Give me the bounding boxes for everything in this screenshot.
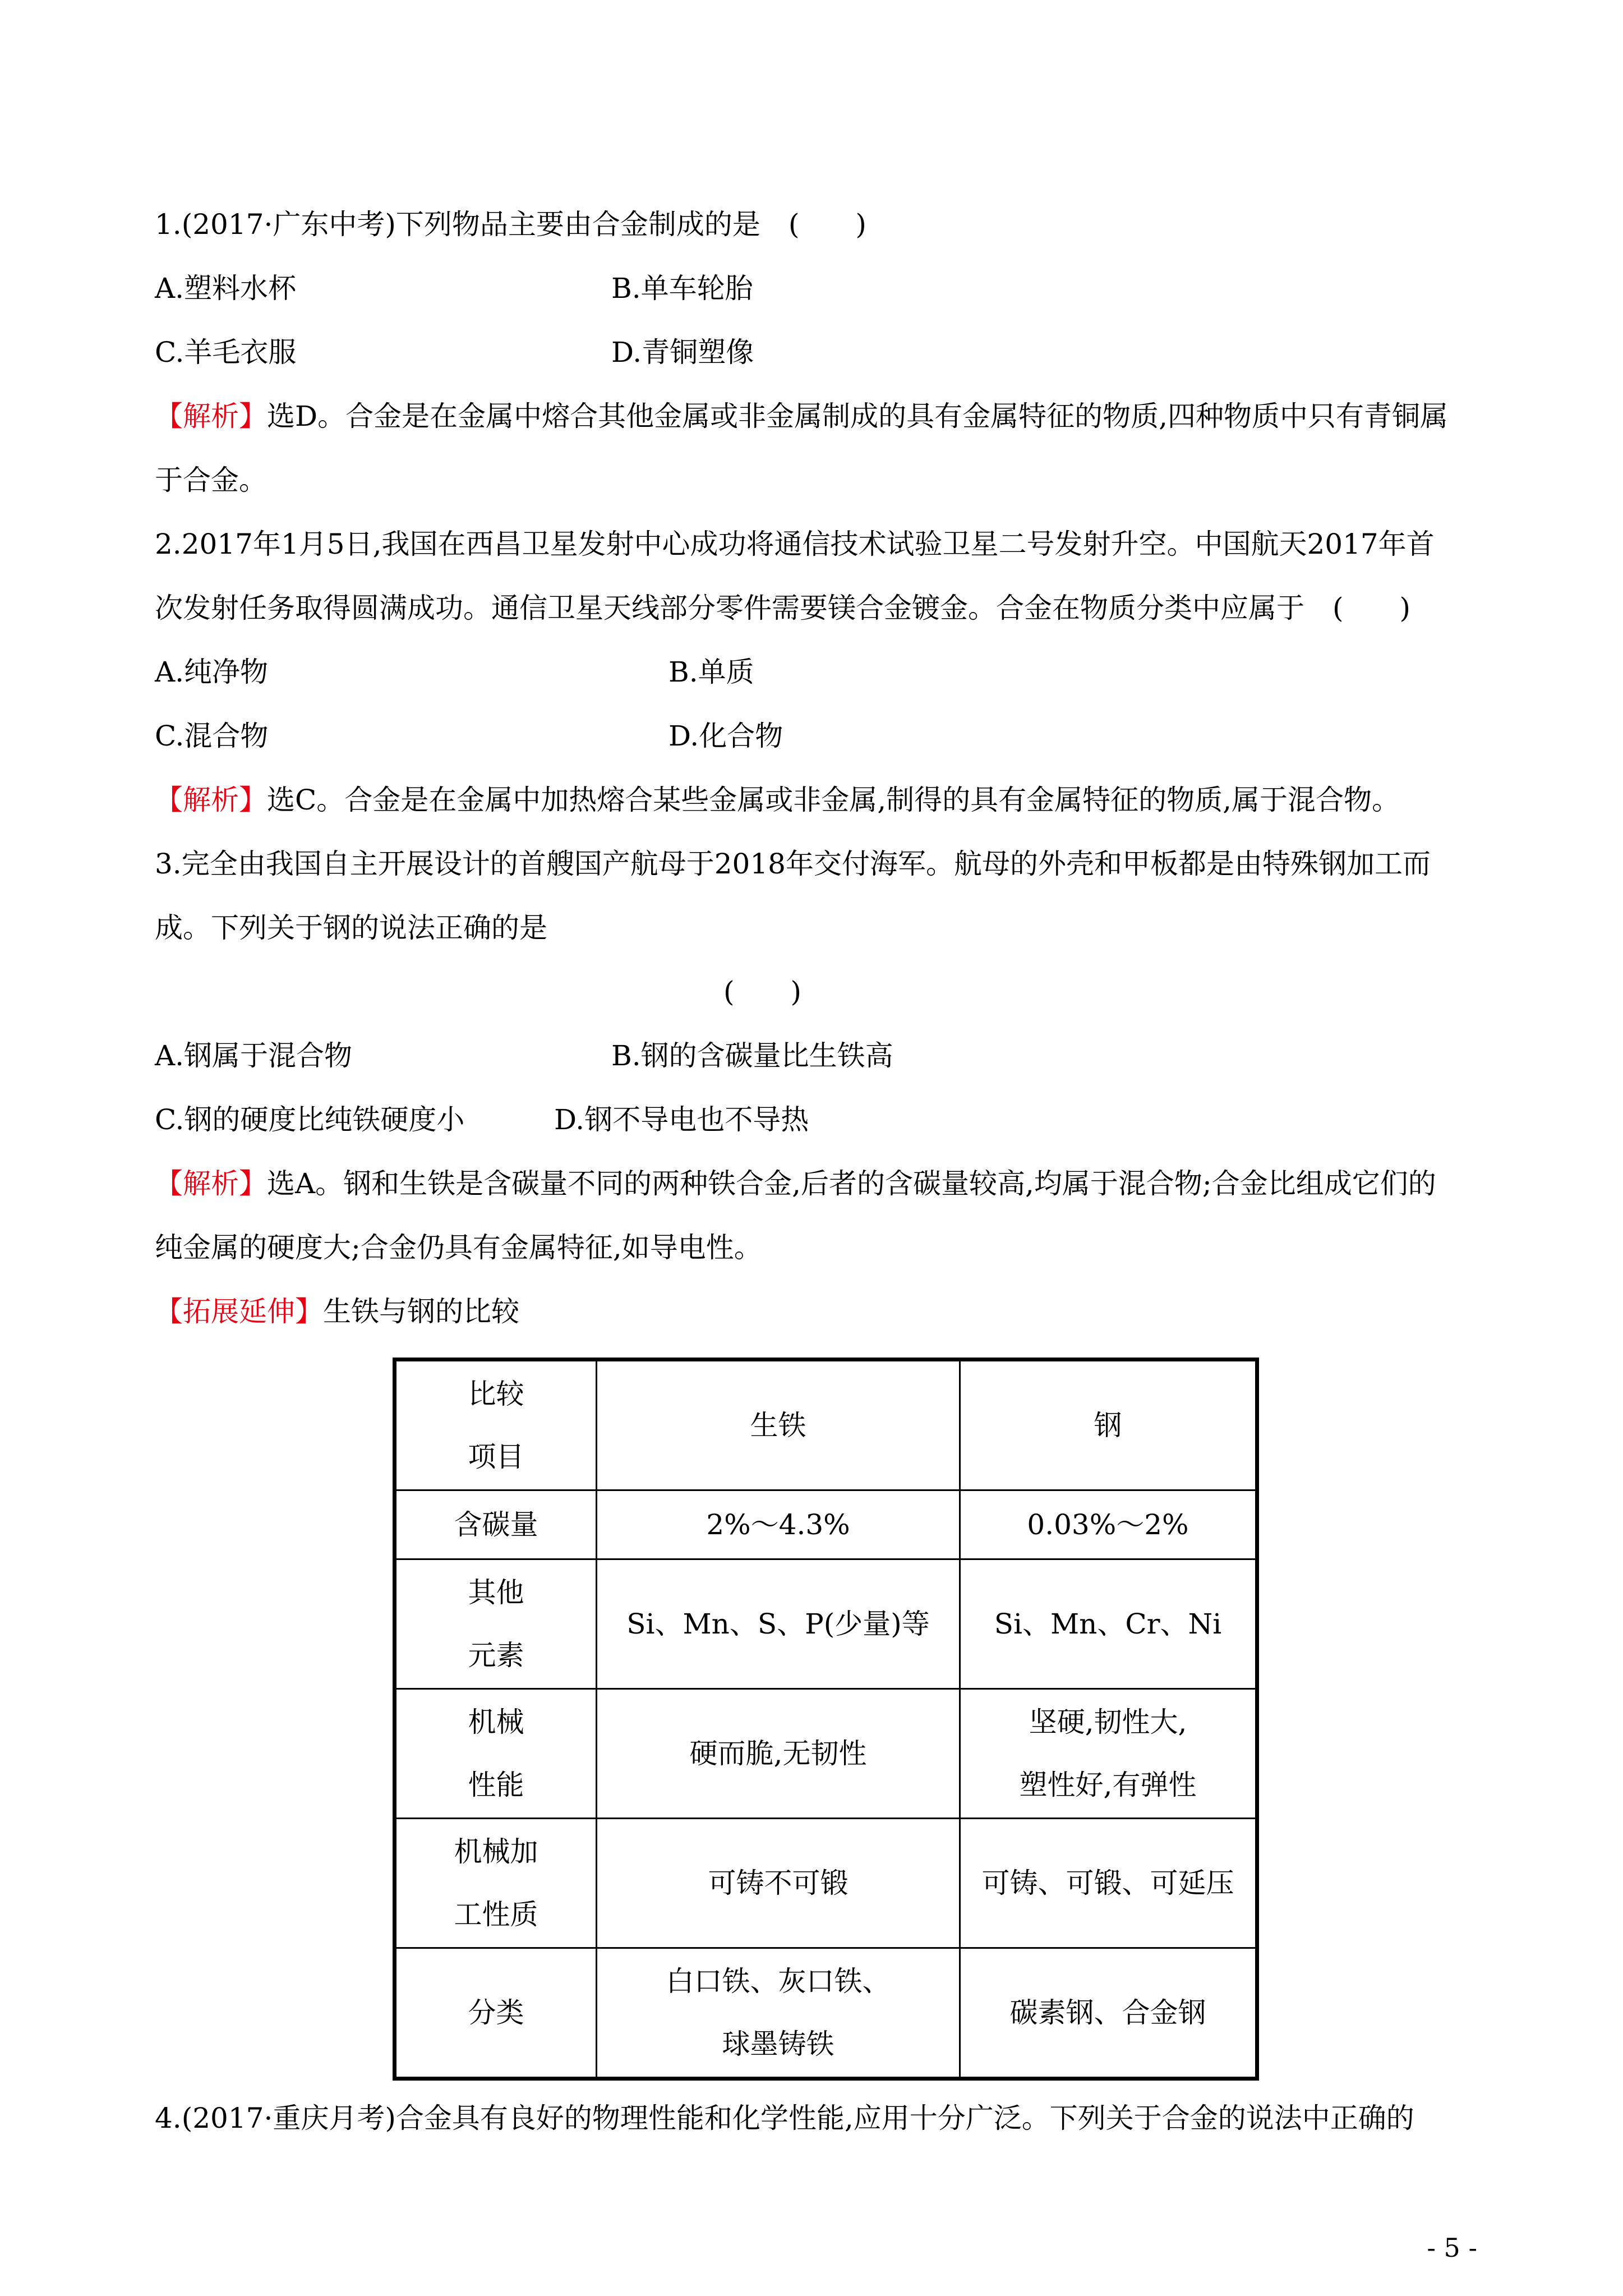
analysis-text: 选D。合金是在金属中熔合其他金属或非金属制成的具有金属特征的物质,四种物质中只有青铜属 — [267, 400, 1448, 432]
q1-stem: 1.(2017·广东中考)下列物品主要由合金制成的是 ( ) — [155, 208, 866, 241]
extend-title: 生铁与钢的比较 — [323, 1295, 519, 1328]
table-cell: 比较 项目 — [395, 1360, 597, 1490]
table-cell: 可铸不可锻 — [597, 1819, 960, 1948]
q3-extend — [155, 1295, 519, 1328]
q2-option-a: A.纯净物 — [155, 656, 269, 688]
q3-stem-line1: 3.完全由我国自主开展设计的首艘国产航母于2018年交付海军。航母的外壳和甲板都是由特殊钢加工而 — [155, 848, 1431, 880]
table-cell: 钢 — [960, 1360, 1257, 1490]
table-cell: 硬而脆,无韧性 — [597, 1689, 960, 1819]
q4-stem-line1: 4.(2017·重庆月考)合金具有良好的物理性能和化学性能,应用十分广泛。下列关于合金的说法中正确的 — [155, 2102, 1414, 2134]
table-cell: 可铸、可锻、可延压 — [960, 1819, 1257, 1948]
analysis-tag: 【解析】 — [155, 784, 267, 816]
table-cell: 其他 元素 — [395, 1559, 597, 1689]
q2-stem-line1: 2.2017年1月5日,我国在西昌卫星发射中心成功将通信技术试验卫星二号发射升空。中国航天2017年首 — [155, 528, 1435, 560]
table-cell: 生铁 — [597, 1360, 960, 1490]
q1-option-d: D.青铜塑像 — [611, 336, 754, 369]
q2-option-d: D.化合物 — [668, 720, 783, 752]
table-cell: 白口铁、灰口铁、 球墨铸铁 — [597, 1948, 960, 2079]
q2-stem-line2: 次发射任务取得圆满成功。通信卫星天线部分零件需要镁合金镀金。合金在物质分类中应属于 ( ) — [155, 592, 1411, 624]
table-row — [395, 1689, 1257, 1819]
q1-analysis — [155, 399, 1448, 433]
q2-option-c: C.混合物 — [155, 720, 269, 752]
table-cell: Si、Mn、Cr、Ni — [960, 1559, 1257, 1689]
q3-answer-blank: ( ) — [723, 976, 802, 1008]
q3-option-a: A.钢属于混合物 — [155, 1039, 353, 1072]
analysis-tag: 【解析】 — [155, 1167, 267, 1200]
table-row — [395, 1559, 1257, 1689]
q3-stem-line2: 成。下列关于钢的说法正确的是 — [155, 912, 547, 944]
table-row — [395, 1948, 1257, 2079]
analysis-text: 选C。合金是在金属中加热熔合某些金属或非金属,制得的具有金属特征的物质,属于混合物。 — [267, 784, 1400, 816]
q1-analysis-cont: 于合金。 — [155, 464, 267, 496]
table-cell: 分类 — [395, 1948, 597, 2079]
table-header-row — [395, 1360, 1257, 1490]
q3-analysis-cont: 纯金属的硬度大;合金仍具有金属特征,如导电性。 — [155, 1231, 762, 1264]
table-cell: 0.03%～2% — [960, 1490, 1257, 1559]
q2-analysis — [155, 783, 1400, 817]
table-cell: 机械 性能 — [395, 1689, 597, 1819]
table-cell: 碳素钢、合金钢 — [960, 1948, 1257, 2079]
table-cell: 坚硬,韧性大, 塑性好,有弹性 — [960, 1689, 1257, 1819]
q1-option-a: A.塑料水杯 — [155, 272, 297, 305]
q3-option-c: C.钢的硬度比纯铁硬度小 — [155, 1103, 465, 1136]
table-cell: Si、Mn、S、P(少量)等 — [597, 1559, 960, 1689]
table-cell: 含碳量 — [395, 1490, 597, 1559]
q1-option-c: C.羊毛衣服 — [155, 336, 297, 369]
q3-analysis — [155, 1167, 1436, 1200]
q2-option-b: B.单质 — [668, 656, 754, 688]
q1-option-b: B.单车轮胎 — [611, 272, 753, 305]
table-cell: 机械加 工性质 — [395, 1819, 597, 1948]
extend-tag: 【拓展延伸】 — [155, 1295, 323, 1328]
analysis-text: 选A。钢和生铁是含碳量不同的两种铁合金,后者的含碳量较高,均属于混合物;合金比组成它们的 — [267, 1167, 1436, 1200]
table-row — [395, 1819, 1257, 1948]
table-cell: 2%～4.3% — [597, 1490, 960, 1559]
page-number: - 5 - — [1427, 2233, 1477, 2263]
q3-option-b: B.钢的含碳量比生铁高 — [611, 1039, 893, 1072]
analysis-tag: 【解析】 — [155, 400, 267, 432]
q3-option-d: D.钢不导电也不导热 — [554, 1103, 809, 1136]
table-row — [395, 1490, 1257, 1559]
comparison-table — [393, 1358, 1259, 2081]
